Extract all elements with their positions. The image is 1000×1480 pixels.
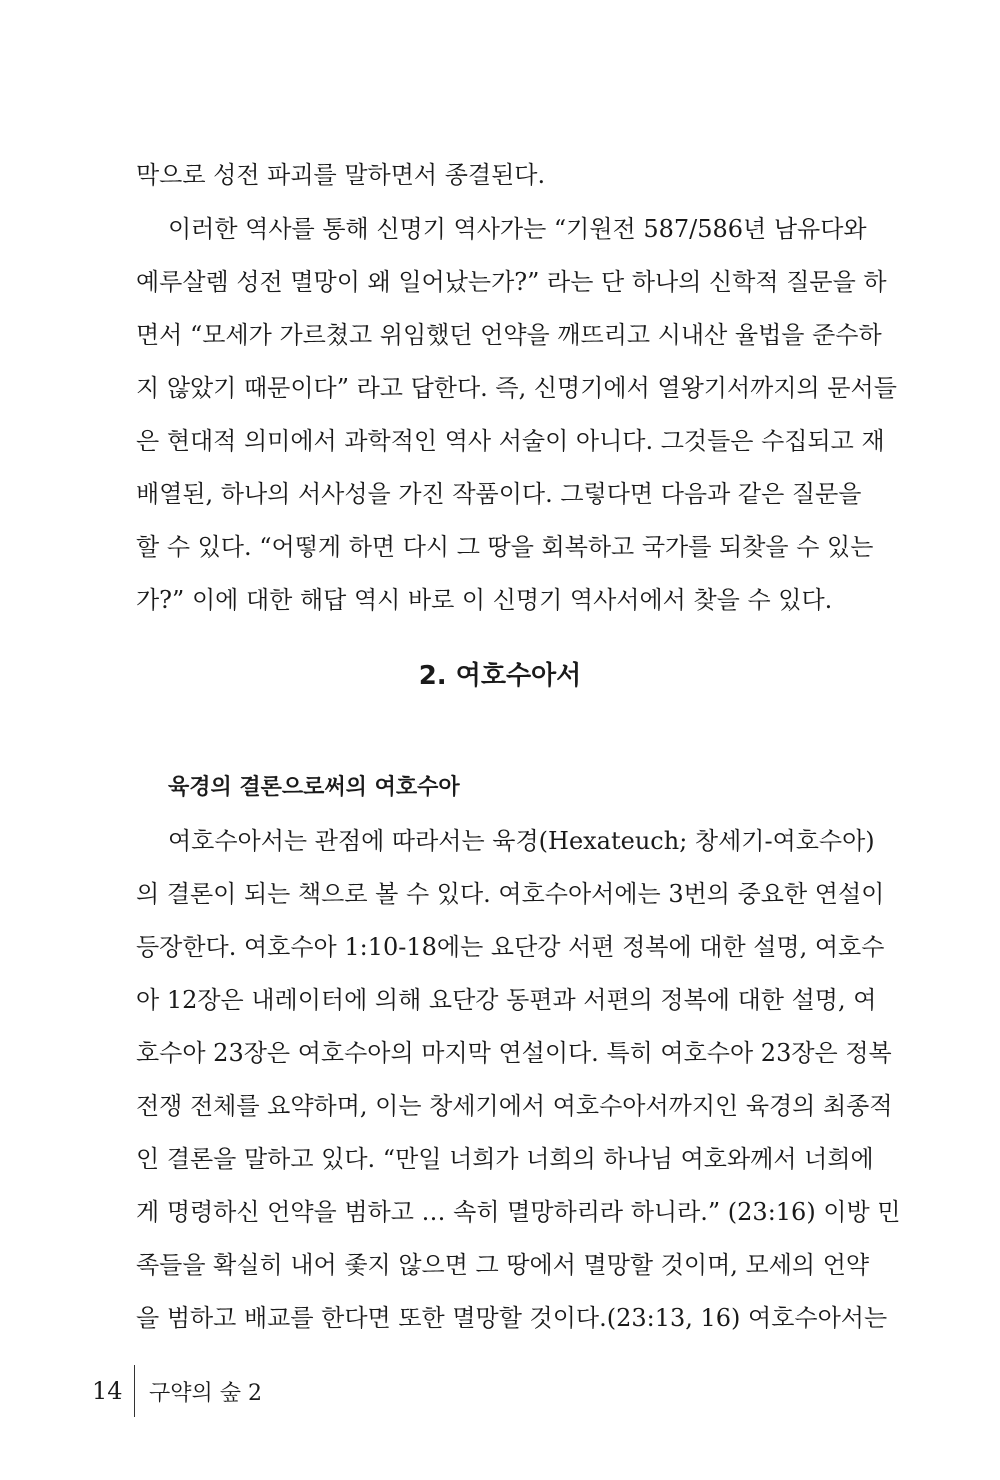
paragraph-2-line-8: 가?” 이에 대한 해답 역시 바로 이 신명기 역사서에서 찾을 수 있다. <box>136 586 833 614</box>
page-number: 14 <box>92 1377 123 1405</box>
paragraph-3-line-9: 족들을 확실히 내어 좇지 않으면 그 땅에서 멸망할 것이며, 모세의 언약 <box>136 1251 870 1279</box>
subheading: 육경의 결론으로써의 여호수아 <box>168 775 460 800</box>
paragraph-2-line-4: 지 않았기 때문이다” 라고 답한다. 즉, 신명기에서 열왕기서까지의 문서들 <box>136 374 897 402</box>
paragraph-1-line-1: 막으로 성전 파괴를 말하면서 종결된다. <box>136 161 546 189</box>
paragraph-3-line-8: 게 명령하신 언약을 범하고 … 속히 멸망하리라 하니라.” (23:16) 이방 민 <box>136 1198 901 1226</box>
paragraph-3-line-7: 인 결론을 말하고 있다. “만일 너희가 너희의 하나님 여호와께서 너희에 <box>136 1145 874 1173</box>
paragraph-2-line-6: 배열된, 하나의 서사성을 가진 작품이다. 그렇다면 다음과 같은 질문을 <box>136 480 862 508</box>
paragraph-3-line-2: 의 결론이 되는 책으로 볼 수 있다. 여호수아서에는 3번의 중요한 연설이 <box>136 880 885 908</box>
paragraph-2-line-7: 할 수 있다. “어떻게 하면 다시 그 땅을 회복하고 국가를 되찾을 수 있는 <box>136 533 874 561</box>
paragraph-2-line-3: 면서 “모세가 가르쳤고 위임했던 언약을 깨뜨리고 시내산 율법을 준수하 <box>136 321 882 349</box>
paragraph-3-line-6: 전쟁 전체를 요약하며, 이는 창세기에서 여호수아서까지인 육경의 최종적 <box>136 1092 893 1120</box>
paragraph-3-line-10: 을 범하고 배교를 한다면 또한 멸망할 것이다.(23:13, 16) 여호수아서는 <box>136 1304 888 1332</box>
paragraph-2-line-5: 은 현대적 의미에서 과학적인 역사 서술이 아니다. 그것들은 수집되고 재 <box>136 427 885 455</box>
paragraph-3-line-1: 여호수아서는 관점에 따라서는 육경(Hexateuch; 창세기-여호수아) <box>168 827 875 855</box>
paragraph-3-line-4: 아 12장은 내레이터에 의해 요단강 동편과 서편의 정복에 대한 설명, 여 <box>136 986 877 1014</box>
footer-divider <box>134 1365 135 1417</box>
section-title: 2. 여호수아서 <box>418 661 582 691</box>
paragraph-2-line-1: 이러한 역사를 통해 신명기 역사가는 “기원전 587/586년 남유다와 <box>168 215 867 243</box>
page-footer <box>92 1366 262 1416</box>
paragraph-3-line-5: 호수아 23장은 여호수아의 마지막 연설이다. 특히 여호수아 23장은 정복 <box>136 1039 892 1067</box>
book-title: 구약의 숲 2 <box>149 1380 262 1406</box>
paragraph-3-line-3: 등장한다. 여호수아 1:10-18에는 요단강 서편 정복에 대한 설명, 여호수 <box>136 933 885 961</box>
paragraph-2-line-2: 예루살렘 성전 멸망이 왜 일어났는가?” 라는 단 하나의 신학적 질문을 하 <box>136 268 887 296</box>
